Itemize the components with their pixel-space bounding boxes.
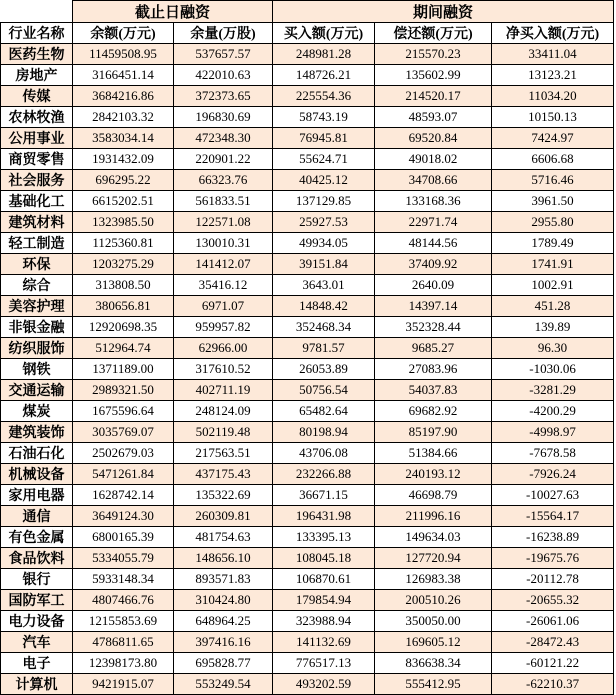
value-cell[interactable]: 135322.69: [174, 485, 273, 506]
value-cell[interactable]: 6971.07: [174, 296, 273, 317]
value-cell[interactable]: 2955.80: [492, 212, 614, 233]
corner-cell[interactable]: [1, 1, 73, 23]
industry-name-cell[interactable]: 商贸零售: [1, 149, 73, 170]
table-row: [1, 464, 614, 485]
value-cell[interactable]: 350050.00: [375, 611, 492, 632]
table-row: [1, 653, 614, 674]
table-row: [1, 296, 614, 317]
value-cell[interactable]: 472348.30: [174, 128, 273, 149]
table-row: [1, 107, 614, 128]
table-row: [1, 149, 614, 170]
value-cell[interactable]: 106870.61: [273, 569, 375, 590]
value-cell[interactable]: -20655.32: [492, 590, 614, 611]
value-cell[interactable]: 50756.54: [273, 380, 375, 401]
value-cell[interactable]: 493202.59: [273, 674, 375, 695]
value-cell[interactable]: 232266.88: [273, 464, 375, 485]
industry-name-cell[interactable]: 社会服务: [1, 170, 73, 191]
industry-name-cell[interactable]: 公用事业: [1, 128, 73, 149]
value-cell[interactable]: 11034.20: [492, 86, 614, 107]
table-row: [1, 170, 614, 191]
value-cell[interactable]: 33411.04: [492, 44, 614, 65]
value-cell[interactable]: 126983.38: [375, 569, 492, 590]
value-cell[interactable]: 352468.34: [273, 317, 375, 338]
value-cell[interactable]: -4200.29: [492, 401, 614, 422]
value-cell[interactable]: 148656.10: [174, 548, 273, 569]
value-cell[interactable]: 502119.48: [174, 422, 273, 443]
value-cell[interactable]: 248981.28: [273, 44, 375, 65]
value-cell[interactable]: 893571.83: [174, 569, 273, 590]
value-cell[interactable]: 169605.12: [375, 632, 492, 653]
value-cell[interactable]: 25927.53: [273, 212, 375, 233]
value-cell[interactable]: 1125360.81: [73, 233, 174, 254]
value-cell[interactable]: 3961.50: [492, 191, 614, 212]
value-cell[interactable]: 2989321.50: [73, 380, 174, 401]
industry-name-cell[interactable]: 食品饮料: [1, 548, 73, 569]
value-cell[interactable]: 696295.22: [73, 170, 174, 191]
value-cell[interactable]: 776517.13: [273, 653, 375, 674]
value-cell[interactable]: 139.89: [492, 317, 614, 338]
value-cell[interactable]: 196431.98: [273, 506, 375, 527]
value-cell[interactable]: 5334055.79: [73, 548, 174, 569]
group-header-period-financing[interactable]: 期间融资: [273, 1, 614, 23]
table-row: [1, 359, 614, 380]
table-row: [1, 233, 614, 254]
industry-name-cell[interactable]: 有色金属: [1, 527, 73, 548]
value-cell[interactable]: 196830.69: [174, 107, 273, 128]
industry-name-cell[interactable]: 综合: [1, 275, 73, 296]
value-cell[interactable]: 3166451.14: [73, 65, 174, 86]
value-cell[interactable]: 141412.07: [174, 254, 273, 275]
value-cell[interactable]: 49018.02: [375, 149, 492, 170]
value-cell[interactable]: 317610.52: [174, 359, 273, 380]
value-cell[interactable]: 149634.03: [375, 527, 492, 548]
value-cell[interactable]: 1789.49: [492, 233, 614, 254]
value-cell[interactable]: 2502679.03: [73, 443, 174, 464]
value-cell[interactable]: 179854.94: [273, 590, 375, 611]
table-row: [1, 590, 614, 611]
value-cell[interactable]: 2842103.32: [73, 107, 174, 128]
value-cell[interactable]: 422010.63: [174, 65, 273, 86]
value-cell[interactable]: 48144.56: [375, 233, 492, 254]
value-cell[interactable]: -19675.76: [492, 548, 614, 569]
value-cell[interactable]: 5471261.84: [73, 464, 174, 485]
value-cell[interactable]: 46698.79: [375, 485, 492, 506]
value-cell[interactable]: 248124.09: [174, 401, 273, 422]
industry-name-cell[interactable]: 电子: [1, 653, 73, 674]
value-cell[interactable]: 211996.16: [375, 506, 492, 527]
value-cell[interactable]: -26061.06: [492, 611, 614, 632]
industry-name-cell[interactable]: 环保: [1, 254, 73, 275]
value-cell[interactable]: 48593.07: [375, 107, 492, 128]
value-cell[interactable]: 49934.05: [273, 233, 375, 254]
value-cell[interactable]: 69520.84: [375, 128, 492, 149]
value-cell[interactable]: -7678.58: [492, 443, 614, 464]
value-cell[interactable]: 215570.23: [375, 44, 492, 65]
value-cell[interactable]: 11459508.95: [73, 44, 174, 65]
table-row: [1, 254, 614, 275]
industry-name-cell[interactable]: 美容护理: [1, 296, 73, 317]
industry-name-cell[interactable]: 机械设备: [1, 464, 73, 485]
value-cell[interactable]: 141132.69: [273, 632, 375, 653]
value-cell[interactable]: 200510.26: [375, 590, 492, 611]
industry-name-cell[interactable]: 石油石化: [1, 443, 73, 464]
value-cell[interactable]: 313808.50: [73, 275, 174, 296]
industry-name-cell[interactable]: 计算机: [1, 674, 73, 695]
value-cell[interactable]: -7926.24: [492, 464, 614, 485]
group-header-row: [1, 1, 614, 23]
value-cell[interactable]: 35416.12: [174, 275, 273, 296]
value-cell[interactable]: 380656.81: [73, 296, 174, 317]
value-cell[interactable]: 65482.64: [273, 401, 375, 422]
column-header-row: [1, 23, 614, 44]
industry-name-cell[interactable]: 银行: [1, 569, 73, 590]
value-cell[interactable]: 323988.94: [273, 611, 375, 632]
value-cell[interactable]: 69682.92: [375, 401, 492, 422]
value-cell[interactable]: 220901.22: [174, 149, 273, 170]
table-row: [1, 401, 614, 422]
value-cell[interactable]: -62210.37: [492, 674, 614, 695]
table-row: [1, 485, 614, 506]
table-row: [1, 611, 614, 632]
value-cell[interactable]: 34708.66: [375, 170, 492, 191]
table-row: [1, 569, 614, 590]
value-cell[interactable]: 959957.82: [174, 317, 273, 338]
value-cell[interactable]: 372373.65: [174, 86, 273, 107]
value-cell[interactable]: 397416.16: [174, 632, 273, 653]
industry-name-cell[interactable]: 房地产: [1, 65, 73, 86]
value-cell[interactable]: 1371189.00: [73, 359, 174, 380]
col-header-repay-amount[interactable]: 偿还额(万元): [375, 23, 492, 44]
value-cell[interactable]: -28472.43: [492, 632, 614, 653]
value-cell[interactable]: 2640.09: [375, 275, 492, 296]
value-cell[interactable]: 14848.42: [273, 296, 375, 317]
value-cell[interactable]: 76945.81: [273, 128, 375, 149]
industry-name-cell[interactable]: 基础化工: [1, 191, 73, 212]
value-cell[interactable]: -10027.63: [492, 485, 614, 506]
industry-name-cell[interactable]: 汽车: [1, 632, 73, 653]
value-cell[interactable]: 1741.91: [492, 254, 614, 275]
value-cell[interactable]: 225554.36: [273, 86, 375, 107]
value-cell[interactable]: 6606.68: [492, 149, 614, 170]
table-row: [1, 44, 614, 65]
value-cell[interactable]: 54037.83: [375, 380, 492, 401]
col-header-volume[interactable]: 余量(万股): [174, 23, 273, 44]
value-cell[interactable]: 3035769.07: [73, 422, 174, 443]
industry-name-cell[interactable]: 钢铁: [1, 359, 73, 380]
value-cell[interactable]: 127720.94: [375, 548, 492, 569]
value-cell[interactable]: 148726.21: [273, 65, 375, 86]
col-header-net-buy-amount[interactable]: 净买入额(万元): [492, 23, 614, 44]
table-row: [1, 275, 614, 296]
value-cell[interactable]: 9685.27: [375, 338, 492, 359]
table-row: [1, 443, 614, 464]
value-cell[interactable]: 13123.21: [492, 65, 614, 86]
value-cell[interactable]: 1628742.14: [73, 485, 174, 506]
industry-name-cell[interactable]: 煤炭: [1, 401, 73, 422]
value-cell[interactable]: 6800165.39: [73, 527, 174, 548]
value-cell[interactable]: 260309.81: [174, 506, 273, 527]
table-row: [1, 86, 614, 107]
value-cell[interactable]: 26053.89: [273, 359, 375, 380]
value-cell[interactable]: 537657.57: [174, 44, 273, 65]
value-cell[interactable]: 1931432.09: [73, 149, 174, 170]
value-cell[interactable]: 39151.84: [273, 254, 375, 275]
value-cell[interactable]: -1030.06: [492, 359, 614, 380]
value-cell[interactable]: 10150.13: [492, 107, 614, 128]
industry-name-cell[interactable]: 传媒: [1, 86, 73, 107]
value-cell[interactable]: 4807466.76: [73, 590, 174, 611]
industry-name-cell[interactable]: 轻工制造: [1, 233, 73, 254]
table-row: [1, 65, 614, 86]
value-cell[interactable]: 310424.80: [174, 590, 273, 611]
industry-name-cell[interactable]: 家用电器: [1, 485, 73, 506]
value-cell[interactable]: 553249.54: [174, 674, 273, 695]
value-cell[interactable]: 695828.77: [174, 653, 273, 674]
value-cell[interactable]: -15564.17: [492, 506, 614, 527]
value-cell[interactable]: 3649124.30: [73, 506, 174, 527]
value-cell[interactable]: 4786811.65: [73, 632, 174, 653]
table-row: [1, 527, 614, 548]
industry-name-cell[interactable]: 农林牧渔: [1, 107, 73, 128]
value-cell[interactable]: 36671.15: [273, 485, 375, 506]
value-cell[interactable]: 402711.19: [174, 380, 273, 401]
value-cell[interactable]: -60121.22: [492, 653, 614, 674]
col-header-balance[interactable]: 余额(万元): [73, 23, 174, 44]
industry-name-cell[interactable]: 通信: [1, 506, 73, 527]
value-cell[interactable]: -16238.89: [492, 527, 614, 548]
value-cell[interactable]: 12398173.80: [73, 653, 174, 674]
col-header-buy-amount[interactable]: 买入额(万元): [273, 23, 375, 44]
value-cell[interactable]: 3684216.86: [73, 86, 174, 107]
industry-name-cell[interactable]: 电力设备: [1, 611, 73, 632]
value-cell[interactable]: 5716.46: [492, 170, 614, 191]
value-cell[interactable]: 108045.18: [273, 548, 375, 569]
table-row: [1, 338, 614, 359]
value-cell[interactable]: 240193.12: [375, 464, 492, 485]
value-cell[interactable]: 3583034.14: [73, 128, 174, 149]
group-header-cutoff-financing[interactable]: 截止日融资: [73, 1, 273, 23]
value-cell[interactable]: 58743.19: [273, 107, 375, 128]
table-row: [1, 506, 614, 527]
value-cell[interactable]: 512964.74: [73, 338, 174, 359]
value-cell[interactable]: 7424.97: [492, 128, 614, 149]
industry-name-cell[interactable]: 建筑材料: [1, 212, 73, 233]
value-cell[interactable]: 27083.96: [375, 359, 492, 380]
value-cell[interactable]: 437175.43: [174, 464, 273, 485]
value-cell[interactable]: 5933148.34: [73, 569, 174, 590]
industry-name-cell[interactable]: 交通运输: [1, 380, 73, 401]
value-cell[interactable]: 133168.36: [375, 191, 492, 212]
value-cell[interactable]: 22971.74: [375, 212, 492, 233]
value-cell[interactable]: 217563.51: [174, 443, 273, 464]
value-cell[interactable]: 555412.95: [375, 674, 492, 695]
value-cell[interactable]: 85197.90: [375, 422, 492, 443]
industry-name-cell[interactable]: 建筑装饰: [1, 422, 73, 443]
value-cell[interactable]: 6615202.51: [73, 191, 174, 212]
value-cell[interactable]: 62966.00: [174, 338, 273, 359]
value-cell[interactable]: 836638.34: [375, 653, 492, 674]
table-row: [1, 317, 614, 338]
value-cell[interactable]: 9421915.07: [73, 674, 174, 695]
value-cell[interactable]: 80198.94: [273, 422, 375, 443]
table-row: [1, 674, 614, 695]
value-cell[interactable]: 37409.92: [375, 254, 492, 275]
table-row: [1, 422, 614, 443]
table-row: [1, 632, 614, 653]
value-cell[interactable]: 3643.01: [273, 275, 375, 296]
value-cell[interactable]: 214520.17: [375, 86, 492, 107]
value-cell[interactable]: 96.30: [492, 338, 614, 359]
value-cell[interactable]: -3281.29: [492, 380, 614, 401]
value-cell[interactable]: 1002.91: [492, 275, 614, 296]
value-cell[interactable]: 9781.57: [273, 338, 375, 359]
value-cell[interactable]: 481754.63: [174, 527, 273, 548]
value-cell[interactable]: -20112.78: [492, 569, 614, 590]
value-cell[interactable]: 51384.66: [375, 443, 492, 464]
value-cell[interactable]: 14397.14: [375, 296, 492, 317]
table-row: [1, 380, 614, 401]
value-cell[interactable]: 451.28: [492, 296, 614, 317]
value-cell[interactable]: 1675596.64: [73, 401, 174, 422]
table-body: [1, 44, 614, 695]
industry-name-cell[interactable]: 非银金融: [1, 317, 73, 338]
value-cell[interactable]: 12920698.35: [73, 317, 174, 338]
value-cell[interactable]: 43706.08: [273, 443, 375, 464]
value-cell[interactable]: 55624.71: [273, 149, 375, 170]
value-cell[interactable]: 137129.85: [273, 191, 375, 212]
table-row: [1, 128, 614, 149]
value-cell[interactable]: 648964.25: [174, 611, 273, 632]
value-cell[interactable]: 135602.99: [375, 65, 492, 86]
value-cell[interactable]: 133395.13: [273, 527, 375, 548]
industry-name-cell[interactable]: 医药生物: [1, 44, 73, 65]
table-row: [1, 191, 614, 212]
value-cell[interactable]: 40425.12: [273, 170, 375, 191]
value-cell[interactable]: -4998.97: [492, 422, 614, 443]
value-cell[interactable]: 12155853.69: [73, 611, 174, 632]
value-cell[interactable]: 561833.51: [174, 191, 273, 212]
value-cell[interactable]: 130010.31: [174, 233, 273, 254]
industry-name-cell[interactable]: 国防军工: [1, 590, 73, 611]
industry-name-cell[interactable]: 纺织服饰: [1, 338, 73, 359]
value-cell[interactable]: 352328.44: [375, 317, 492, 338]
value-cell[interactable]: 66323.76: [174, 170, 273, 191]
col-header-industry[interactable]: 行业名称: [1, 23, 73, 44]
table-row: [1, 548, 614, 569]
table-row: [1, 212, 614, 233]
value-cell[interactable]: 1203275.29: [73, 254, 174, 275]
value-cell[interactable]: 1323985.50: [73, 212, 174, 233]
value-cell[interactable]: 122571.08: [174, 212, 273, 233]
